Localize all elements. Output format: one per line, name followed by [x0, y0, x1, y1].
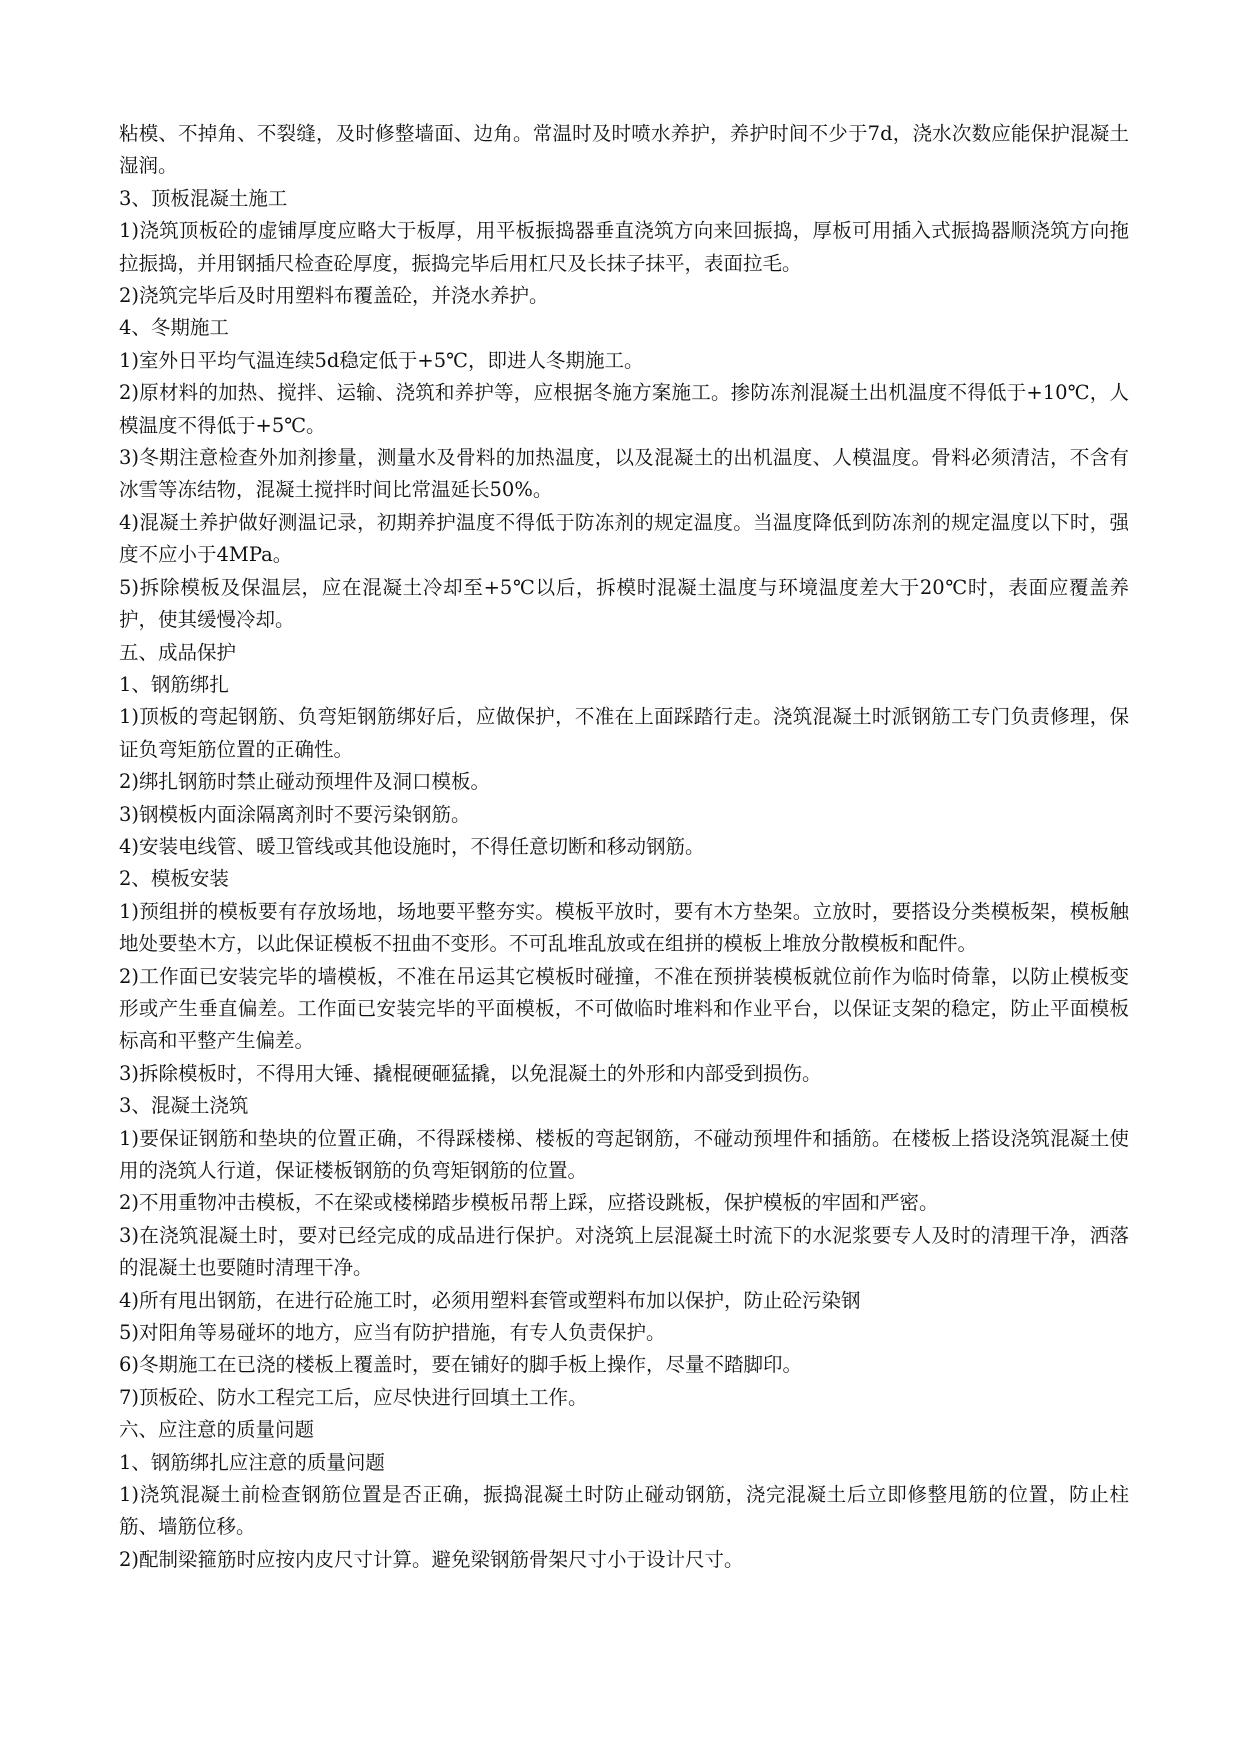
paragraph: 3)拆除模板时，不得用大锤、撬棍硬砸猛撬，以免混凝土的外形和内部受到损伤。 — [119, 1061, 822, 1085]
chapter-heading: 五、成品保护 — [119, 640, 237, 664]
paragraph: 1)要保证钢筋和垫块的位置正确，不得踩楼梯、楼板的弯起钢筋，不碰动预埋件和插筋。在楼板上搭设浇筑混凝土使用的浇筑人行道，保证楼板钢筋的负弯矩钢筋的位置。 — [119, 1126, 1129, 1182]
paragraph: 2)配制梁箍筋时应按内皮尺寸计算。避免梁钢筋骨架尺寸小于设计尺寸。 — [119, 1547, 744, 1571]
document-body — [119, 118, 1129, 1576]
paragraph: 1)顶板的弯起钢筋、负弯矩钢筋绑好后，应做保护，不准在上面踩踏行走。浇筑混凝土时派钢筋工专门负责修理，保证负弯矩筋位置的正确性。 — [119, 705, 1129, 761]
paragraph: 2)绑扎钢筋时禁止碰动预埋件及洞口模板。 — [119, 770, 491, 794]
section-heading: 1、钢筋绑扎应注意的质量问题 — [119, 1450, 385, 1474]
paragraph: 2)工作面已安装完毕的墙模板，不准在吊运其它模板时碰撞，不准在预拼装模板就位前作为临时倚靠，以防止模板变形或产生垂直偏差。工作面已安装完毕的平面模板，不可做临时堆料和作业平台，以保证支架的稳定，防止平面模板标高和平整产生偏差。 — [119, 964, 1129, 1053]
section-heading: 3、混凝土浇筑 — [119, 1094, 249, 1118]
paragraph: 1)浇筑混凝土前检查钢筋位置是否正确，振捣混凝土时防止碰动钢筋，浇完混凝土后立即修整甩筋的位置，防止柱筋、墙筋位移。 — [119, 1483, 1129, 1539]
paragraph: 3)在浇筑混凝土时，要对已经完成的成品进行保护。对浇筑上层混凝土时流下的水泥浆要专人及时的清理干净，洒落的混凝土也要随时清理干净。 — [119, 1223, 1129, 1280]
chapter-heading: 六、应注意的质量问题 — [119, 1418, 315, 1442]
paragraph: 2)原材料的加热、搅拌、运输、浇筑和养护等，应根据冬施方案施工。掺防冻剂混凝土出机温度不得低于+10℃，人模温度不得低于+5℃。 — [119, 381, 1129, 437]
paragraph: 3)冬期注意检查外加剂掺量，测量水及骨料的加热温度，以及混凝土的出机温度、人模温度。骨料必须清洁，不含有冰雪等冻结物，混凝土搅拌时间比常温延长50%。 — [119, 446, 1129, 502]
paragraph: 6)冬期施工在已浇的楼板上覆盖时，要在铺好的脚手板上操作，尽量不踏脚印。 — [119, 1353, 803, 1377]
section-heading: 1、钢筋绑扎 — [119, 672, 229, 696]
section-heading: 2、模板安装 — [119, 867, 229, 891]
paragraph: 3)钢模板内面涂隔离剂时不要污染钢筋。 — [119, 802, 471, 826]
section-heading: 3、顶板混凝土施工 — [119, 186, 288, 210]
paragraph: 2)不用重物冲击模板，不在梁或楼梯踏步模板吊帮上踩，应搭设跳板，保护模板的牢固和严密。 — [119, 1191, 939, 1215]
paragraph: 粘模、不掉角、不裂缝，及时修整墙面、边角。常温时及时喷水养护，养护时间不少于7d，浇水次数应能保护混凝土湿润。 — [119, 122, 1129, 178]
paragraph: 5)拆除模板及保温层，应在混凝土冷却至+5℃以后，拆模时混凝土温度与环境温度差大于20℃时，表面应覆盖养护，使其缓慢冷却。 — [119, 575, 1129, 632]
paragraph: 4)所有甩出钢筋，在进行砼施工时，必须用塑料套管或塑料布加以保护，防止砼污染钢 — [119, 1288, 861, 1312]
paragraph: 7)顶板砼、防水工程完工后，应尽快进行回填土工作。 — [119, 1385, 588, 1409]
paragraph: 1)预组拼的模板要有存放场地，场地要平整夯实。模板平放时，要有木方垫架。立放时，要搭设分类模板架，模板触地处要垫木方，以此保证模板不扭曲不变形。不可乱堆乱放或在组拼的模板上堆放分散模板和配件。 — [119, 899, 1129, 956]
paragraph: 4)混凝土养护做好测温记录，初期养护温度不得低于防冻剂的规定温度。当温度降低到防冻剂的规定温度以下时，强度不应小于4MPa。 — [119, 510, 1129, 567]
paragraph: 4)安装电线管、暖卫管线或其他设施时，不得任意切断和移动钢筋。 — [119, 834, 705, 858]
paragraph: 1)室外日平均气温连续5d稳定低于+5℃，即进人冬期施工。 — [119, 348, 644, 372]
paragraph: 2)浇筑完毕后及时用塑料布覆盖砼，并浇水养护。 — [119, 284, 549, 308]
paragraph: 5)对阳角等易碰坏的地方，应当有防护措施，有专人负责保护。 — [119, 1321, 666, 1345]
section-heading: 4、冬期施工 — [119, 316, 229, 340]
paragraph: 1)浇筑顶板砼的虚铺厚度应略大于板厚，用平板振捣器垂直浇筑方向来回振捣，厚板可用插入式振捣器顺浇筑方向拖拉振捣，并用钢插尺检查砼厚度，振捣完毕后用杠尺及长抹子抹平，表面拉毛。 — [119, 219, 1129, 275]
